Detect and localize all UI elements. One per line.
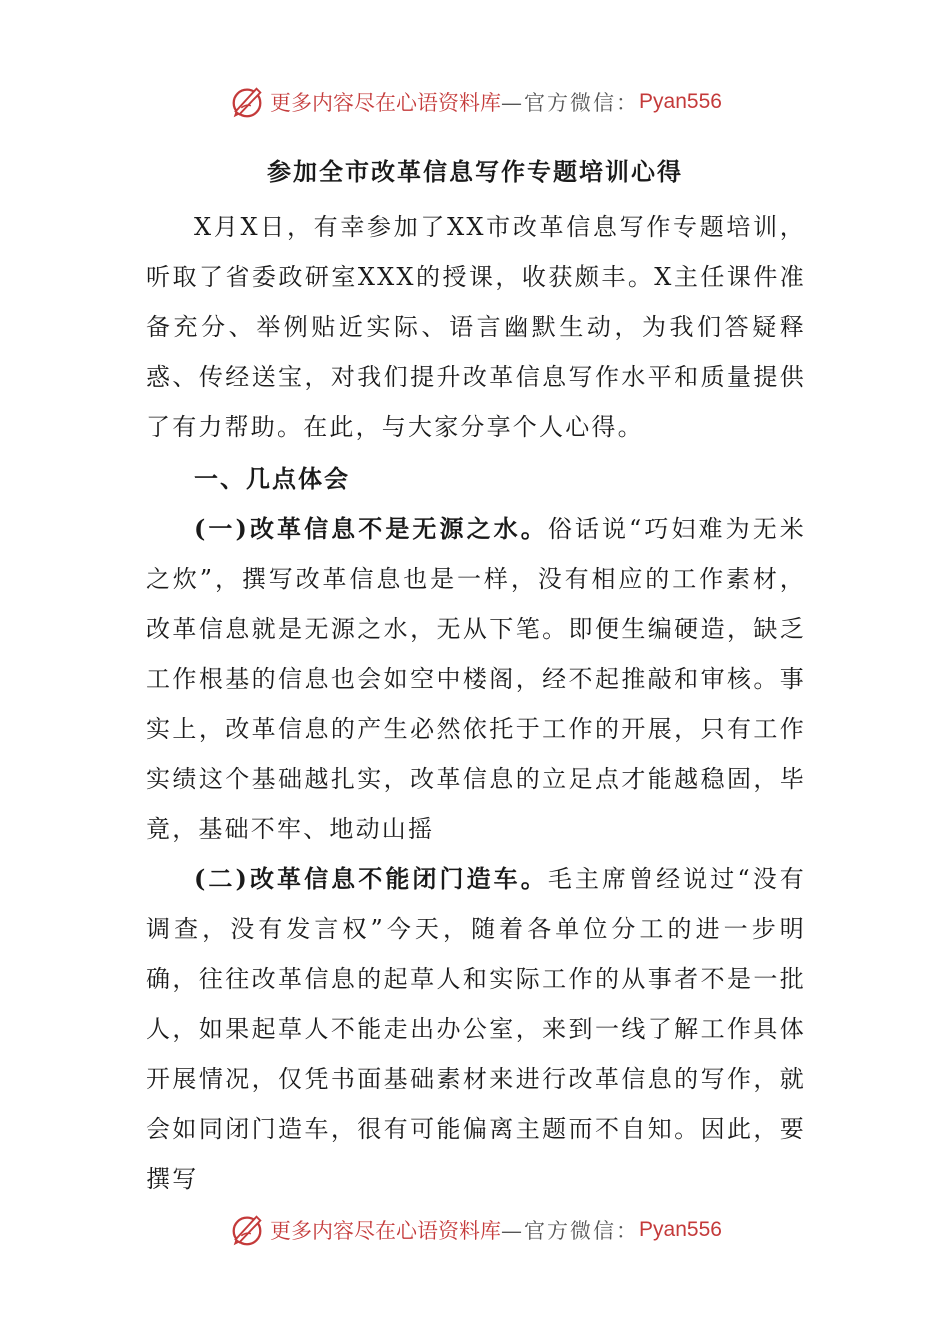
banner-wechat-label: —官方微信： [501,1219,640,1243]
item-lead-1: (一)改革信息不是无源之水。 [194,514,548,543]
banner-text [270,87,722,117]
intro-paragraph: X月X日，有幸参加了XX市改革信息写作专题培训，听取了省委政研室XXX的授课，收获颇丰。X主任课件准备充分、举例贴近实际、语言幽默生动，为我们答疑释惑、传经送宝，对我们提升改革信息写作水平和质量提供了有力帮助。在此，与大家分享个人心得。 [146,213,806,441]
document-title: 参加全市改革信息写作专题培训心得 [267,157,683,186]
banner-wechat-label: —官方微信： [501,91,640,115]
banner-wechat-id: Pyan556 [639,90,722,113]
banner-brand-text: 更多内容尽在心语资料库 [270,1219,502,1243]
banner-wechat-id: Pyan556 [639,1218,722,1241]
banner-text [270,1215,722,1245]
footer-banner [0,1208,950,1252]
item-lead-2: (二)改革信息不能闭门造车。 [194,864,548,893]
item-paragraph-1 [146,504,806,854]
section-heading: 一、几点体会 [194,464,350,493]
item-body-1: 俗话说“巧妇难为无米之炊”，撰写改革信息也是一样，没有相应的工作素材，改革信息就是无源之水，无从下笔。即便生编硬造，缺乏工作根基的信息也会如空中楼阁，经不起推敲和审核。事实上，改革信息的产生必然依托于工作的开展，只有工作实绩这个基础越扎实，改革信息的立足点才能越稳固，毕竟，基础不牢、地动山摇 [146,515,806,843]
pen-circle-logo-icon [228,1211,266,1249]
document-body [146,202,806,1204]
header-banner [0,80,950,124]
item-paragraph-2 [146,854,806,1204]
banner-brand-text: 更多内容尽在心语资料库 [270,91,502,115]
pen-circle-logo-icon [228,83,266,121]
item-body-2: 毛主席曾经说过“没有调查，没有发言权”今天，随着各单位分工的进一步明确，往往改革信息的起草人和实际工作的从事者不是一批人，如果起草人不能走出办公室，来到一线了解工作具体开展情况，仅凭书面基础素材来进行改革信息的写作，就会如同闭门造车，很有可能偏离主题而不自知。因此，要撰写 [146,865,806,1193]
